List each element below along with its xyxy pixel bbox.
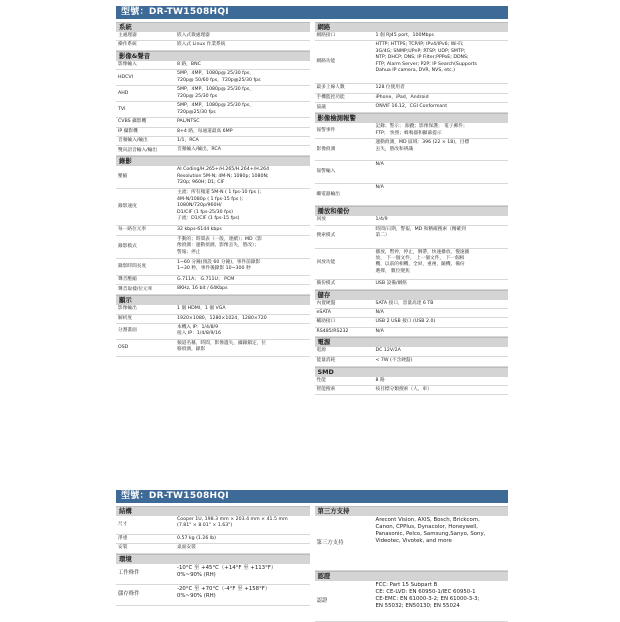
- spec-value: 1~60 分鐘(預設 60 分鐘)，事件前錄影 1~30 秒，事件後錄影 10~300 秒: [177, 259, 261, 272]
- spec-value: SATA 接口，容量高達 6 TB: [375, 300, 434, 306]
- spec-label: 聲音壓縮: [118, 276, 137, 282]
- spec-value: G.711A； G.711U； PCM: [177, 276, 235, 282]
- spec-value: 手動的；時間表（一般，連續）；MD（影 像偵測：運動偵測，影像丟失，篡改）； 警報；停止: [177, 236, 262, 255]
- spec-row: [116, 535, 310, 544]
- spec-label: eSATA: [316, 310, 331, 316]
- spec-label: 第三方支持: [316, 539, 344, 546]
- spec-row: [116, 137, 310, 146]
- spec-label: 網路功能: [316, 59, 336, 65]
- spec-value: 1/4/9: [375, 217, 388, 223]
- section-header: 系統: [116, 22, 310, 32]
- spec-value: ONVIF 16.12，CGI Conformant: [375, 104, 448, 110]
- spec-row: [116, 70, 310, 86]
- spec-row: [116, 118, 310, 127]
- spec-row: [116, 564, 310, 585]
- spec-row: [315, 516, 509, 571]
- spec-value: 8 路: [375, 377, 385, 383]
- spec-row: [315, 84, 509, 93]
- spec-value: 5MP，4MP，1080p@ 25/30 fps， 720p@ 25/30 fps: [177, 87, 254, 99]
- spec-row: [116, 146, 310, 156]
- spec-row: [116, 236, 310, 259]
- spec-row: [116, 324, 310, 340]
- spec-row: [116, 166, 310, 189]
- spec-row: [116, 544, 310, 553]
- section-header: 影像檢測報警: [315, 113, 509, 123]
- spec-label: 手機監控功能: [316, 94, 345, 100]
- spec-value: 記錄；警示； 跟蹤；影像保護； 電子郵件； FTP； 快照；蜂鳴器和顯幕提示: [375, 124, 468, 136]
- spec-value: 8 路，BNC: [177, 61, 201, 67]
- spec-value: 主流：所有頻道 5M-N ( 1 fps-10 fps )； 4M-N/1080p ( 1 fps-15 fps )； 1080N/720p/960H/ D1/CIF (1 fps-25/30 fps) 子流：D1/CIF (1 fps-15 fps): [177, 190, 265, 222]
- spec-value: N/A: [375, 162, 384, 168]
- spec-label: 錄影模式: [118, 243, 137, 249]
- spec-value: N/A: [375, 185, 384, 191]
- spec-label: 操作系統: [118, 42, 137, 48]
- spec-value: -20°C 至 +70°C（-4°F 至 +158°F） 0%~90% (RH): [177, 585, 271, 599]
- spec-label: 內置硬盤: [316, 300, 336, 306]
- spec-label: 音頻輸入/輸出: [118, 138, 148, 144]
- spec-label: OSD: [118, 344, 129, 350]
- spec-label: 主處理器: [118, 33, 137, 38]
- spec-column-left: [116, 506, 310, 622]
- model-title: 型號：DR-TW1508HQI: [121, 491, 229, 501]
- spec-row: [315, 280, 509, 290]
- spec-row: [315, 357, 509, 367]
- spec-row: [315, 41, 509, 84]
- spec-value: USB 設備/網絡: [375, 280, 407, 286]
- spec-label: 影像偵測: [316, 146, 336, 152]
- spec-label: IP 攝影機: [118, 128, 138, 134]
- spec-label: HDCVI: [118, 74, 133, 80]
- spec-value: < 7W (不含硬盤): [375, 357, 413, 363]
- spec-row: [116, 340, 310, 357]
- spec-label: 聲音取樣/位元率: [118, 286, 153, 292]
- spec-value: 本機入 IP：1/4/8/9 接入 IP：1/4/8/9/16: [177, 325, 221, 337]
- spec-row: [315, 300, 509, 309]
- spec-row: [315, 216, 509, 225]
- spec-value: 按目標分類搜索（人，車）: [375, 387, 432, 393]
- spec-value: 8KHz, 16 bit / 64Kbps: [177, 286, 228, 292]
- spec-label: 每一路位元率: [118, 227, 147, 233]
- spec-value: 1/1，RCA: [177, 138, 199, 144]
- spec-row: [116, 226, 310, 235]
- spec-row: [116, 516, 310, 535]
- spec-row: [315, 161, 509, 184]
- spec-row: [315, 328, 509, 337]
- spec-row: [116, 128, 310, 137]
- spec-sheet-page-2: [116, 490, 508, 622]
- spec-value: 運動偵測，MD 區域：396 (22 × 18)，目標 丟失，篡改和辨識: [375, 140, 470, 152]
- spec-sheet-page-1: [116, 6, 508, 395]
- model-title: 型號：DR-TW1508HQI: [121, 7, 229, 17]
- spec-value: 頻道名稱，時間，影像遺失，攝錄鎖定，位 移偵測，錄影: [177, 341, 267, 353]
- spec-value: N/A: [375, 310, 384, 316]
- spec-value: 5MP，4MP，1080p@ 25/30 fps， 720p@ 50/60 fps，720p@25/30 fps: [177, 71, 261, 83]
- spec-value: 桌面安裝: [177, 545, 196, 551]
- spec-row: [315, 309, 509, 318]
- spec-label: 報警輸入: [316, 169, 336, 175]
- spec-row: [116, 86, 310, 102]
- spec-label: 雙向語音輸入/輸出: [118, 147, 158, 153]
- spec-row: [116, 276, 310, 285]
- spec-value: -10°C 至 +45°C（+14°F 至 +113°F） 0%~90% (RH): [177, 564, 277, 578]
- section-header: 環境: [116, 554, 310, 564]
- spec-value: USB 2 USB 接口 (USB 2.0): [375, 319, 436, 325]
- spec-label: 智能搜索: [316, 387, 336, 393]
- spec-label: 輔助接口: [316, 319, 336, 325]
- spec-label: 安裝: [118, 545, 128, 551]
- spec-value: 嵌入式微處理器: [177, 33, 210, 38]
- spec-label: 解析度: [118, 315, 133, 321]
- spec-label: AHD: [118, 90, 129, 96]
- spec-label: 回放: [316, 217, 326, 223]
- spec-label: 電源: [316, 348, 326, 354]
- spec-label: 能量消耗: [316, 357, 336, 363]
- spec-value: iPhone，iPad，Android: [375, 94, 429, 100]
- section-header: 認證: [315, 571, 509, 581]
- section-header: 播放和備份: [315, 206, 509, 216]
- spec-row: [315, 32, 509, 41]
- model-title-bar: [116, 6, 508, 19]
- spec-value: 8+4 路，每通道最高 6MP: [177, 128, 233, 134]
- spec-label: 繼電器輸出: [316, 191, 340, 197]
- spec-label: 分割畫面: [118, 328, 137, 334]
- spec-label: CVBS 攝影機: [118, 119, 147, 125]
- spec-row: [315, 581, 509, 622]
- spec-label: 認證: [316, 597, 328, 604]
- spec-label: 性能: [316, 377, 326, 383]
- spec-label: 影像輸入: [118, 61, 137, 67]
- spec-label: 搜索模式: [316, 233, 336, 239]
- spec-value: DC 12V/2A: [375, 348, 401, 354]
- model-title-bar: [116, 490, 508, 503]
- spec-value: FCC: Part 15 Subpart B CE: CE-LVD: EN 60950-1/IEC 60950-1 CE-EMC: EN 61000-3-2; EN 61000-3-3; EN 55032; EN50130; EN 55024: [375, 582, 480, 609]
- spec-label: 備份模式: [316, 280, 336, 286]
- section-header: 顯示: [116, 295, 310, 305]
- spec-value: 時間/日期，警報，MD 和精確搜索（精確到 第二）: [375, 226, 466, 239]
- spec-row: [315, 386, 509, 395]
- spec-row: [116, 32, 310, 41]
- spec-row: [315, 184, 509, 206]
- spec-row: [315, 226, 509, 249]
- spec-row: [315, 103, 509, 113]
- spec-label: 淨重: [118, 536, 128, 541]
- spec-label: 影像輸出: [118, 306, 137, 312]
- spec-row: [315, 249, 509, 280]
- spec-label: 壓縮: [118, 174, 128, 180]
- section-header: 影像&聲音: [116, 51, 310, 61]
- spec-value: HTTP; HTTPS; TCP/IP; IPv4/IPv6; Wi-Fi; 3G/4G; SNMP;UPnP; RTSP; UDP; SMTP; NTP; DHCP; DNS; IP Filter;PPPoE; DDNS; FTP; Alarm Server; P2P; IP Search(Supports Dahua IP camera, DVR, NVS, etc.): [375, 42, 477, 74]
- spec-row: [315, 123, 509, 139]
- spec-value: 1 個 HDMI，1 個 VGA: [177, 306, 226, 312]
- spec-row: [315, 318, 509, 327]
- spec-label: 網路接口: [316, 33, 336, 38]
- spec-column-left: [116, 22, 310, 395]
- section-header: 錄影: [116, 156, 310, 166]
- spec-value: 1 個 RJ45 port，100Mbps: [375, 33, 434, 38]
- spec-row: [315, 139, 509, 161]
- spec-value: PAL/NTSC: [177, 119, 200, 125]
- spec-label: 儲存條件: [118, 591, 140, 598]
- spec-value: 嵌入式 Linux 作業系統: [177, 42, 226, 48]
- spec-value: N/A: [375, 328, 384, 334]
- spec-label: 報警事件: [316, 127, 336, 133]
- spec-row: [315, 94, 509, 103]
- spec-row: [116, 102, 310, 118]
- spec-value: Arecont Vision, AXIS, Bosch, Brickcom, Canon, CPPlus, Dynacolor, Honeywell, Panasonic, Pelco, Samsung,Sanyo, Sony, Videotec, Vivotek, and more: [375, 517, 486, 544]
- spec-row: [116, 189, 310, 226]
- spec-value: 播放，暫停，停止，倒帶，快速播放，慢速播 放， 下一個文件， 上一個文件， 下一個相 機，以前的相機，全屏，重複，隨機，備份 選擇， 數位變焦: [375, 249, 470, 274]
- spec-value: 1920×1080，1280×1024，1280×720: [177, 315, 267, 321]
- section-header: 儲存: [315, 290, 509, 300]
- spec-value: 0.57 kg (1.26 lb): [177, 536, 216, 541]
- spec-column-right: [315, 506, 509, 622]
- spec-column-right: [315, 22, 509, 395]
- spec-label: 最多上線人數: [316, 85, 345, 91]
- spec-row: [315, 377, 509, 386]
- spec-label: 錄影時間長度: [118, 263, 147, 269]
- spec-label: 工作條件: [118, 570, 140, 577]
- spec-label: TVI: [118, 106, 126, 112]
- spec-label: 協議: [316, 104, 326, 110]
- spec-label: 錄影速度: [118, 204, 137, 210]
- spec-row: [116, 305, 310, 314]
- spec-value: 32 kbps-6144 kbps: [177, 227, 222, 233]
- spec-value: Cooper 1U, 198.3 mm × 203.4 mm × 41.5 mm (7.81" × 8.01" × 1.63"): [177, 517, 288, 529]
- spec-row: [116, 315, 310, 324]
- spec-value: AI Coding/H.265+/H.265/H.264+/H.264 Resolution 5M-N; 4M-N; 1080p; 1080N; 720p; 960H; D1; CIF: [177, 167, 270, 186]
- section-header: 第三方支持: [315, 506, 509, 516]
- spec-value: 128 位使用者: [375, 85, 405, 91]
- section-header: 電源: [315, 337, 509, 347]
- spec-value: 音頻輸入/輸出，RCA: [177, 147, 221, 153]
- spec-label: 尺寸: [118, 521, 128, 527]
- spec-row: [116, 259, 310, 276]
- spec-row: [116, 41, 310, 50]
- section-header: SMD: [315, 367, 509, 377]
- spec-row: [315, 347, 509, 356]
- spec-label: RS485/RS232: [316, 328, 349, 334]
- spec-row: [116, 61, 310, 70]
- section-header: 結構: [116, 506, 310, 516]
- spec-label: 回放功能: [316, 260, 336, 266]
- section-header: 網路: [315, 22, 509, 32]
- spec-value: 5MP，4MP，1080p@ 25/30 fps， 720p@25/30 fps: [177, 103, 254, 115]
- spec-row: [116, 285, 310, 295]
- spec-row: [116, 585, 310, 606]
